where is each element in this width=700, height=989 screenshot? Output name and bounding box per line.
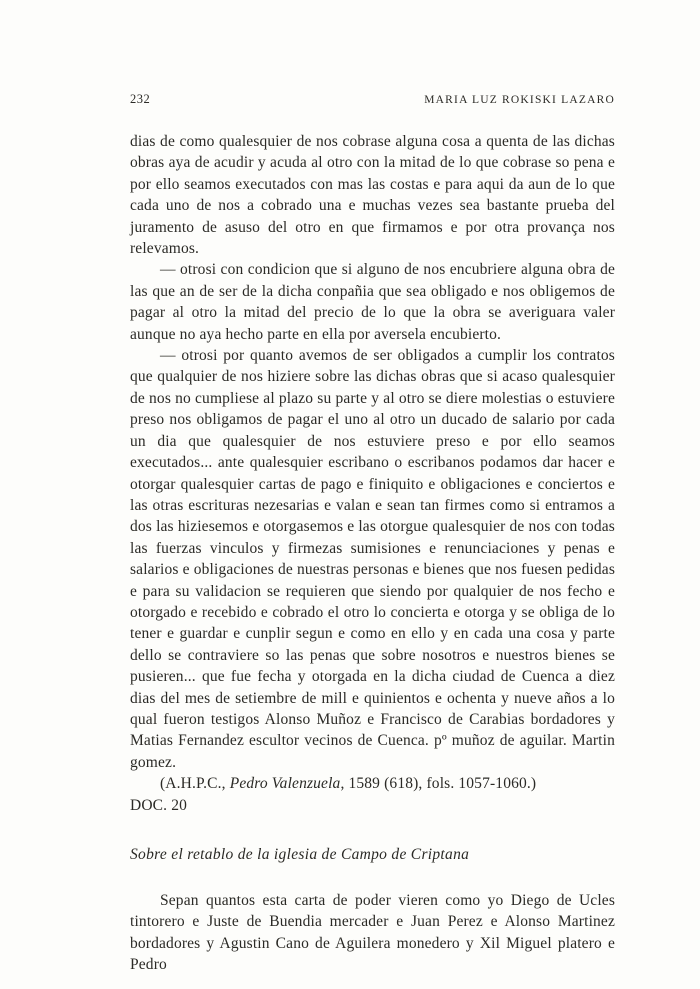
paragraph-otrosi-2: — otrosi por quanto avemos de ser obligados a cumplir los contratos que qualquier de nos hiziere sobre las dichas obras que si acaso qualesquier de nos no cumpliese al plazo su parte y al otro se diere molestias o estuviere preso nos obligamos de pagar el uno al otro un ducado de salario por cada un dia que qualesquier de nos estuviere preso e por ello seamos executados... ante qualesquier escribano o escribanos podamos dar hacer e otorgar qualesquier cartas de pago e finiquito e obligaciones e conciertos e las otras escrituras nezesarias e valan e sean tan firmes como si entramos a dos las hiziesemos e otorgasemos e las otorgue qualesquier de nos con todas las fuerzas vinculos y firmezas sumisiones e renunciaciones y penas e salarios e obligaciones de nuestras personas e bienes que nos fuesen pedidas e para su validacion se requieren que siendo por qualquier de nos fecho e otorgado e recebido e cobrado el otro lo concierta e otorga y se obliga de lo tener e guardar e cunplir segun e como en ello y en cada una cosa y parte dello se contraviere so las penas que sobre nosotros e nuestros bienes se pusieren... que fue fecha y otorgada en la dicha ciudad de Cuenca a diez dias del mes de setiembre de mill e quinientos e ochenta y nueve años a lo qual fueron testigos Alonso Muñoz e Francisco de Carabias bordadores y Matias Fernandez escultor vecinos de Cuenca. pº muñoz de aguilar. Martin gomez. xyxy=(130,347,615,771)
paragraph-doc20-opening: Sepan quantos esta carta de poder vieren como yo Diego de Ucles tintorero e Juste de Buendia mercader e Juan Perez e Alonso Martinez bordadores y Agustin Cano de Aguilera monedero y Xil Miguel platero e Pedro xyxy=(130,892,615,974)
page-number: 232 xyxy=(130,92,151,106)
doc-number-label: DOC. 20 xyxy=(130,796,188,814)
running-title: MARIA LUZ ROKISKI LAZARO xyxy=(424,94,615,106)
document-body xyxy=(130,131,615,976)
citation-suffix: , 1589 (618), fols. 1057-1060.) xyxy=(340,775,537,793)
running-header xyxy=(130,92,615,107)
doc-title-heading: Sobre el retablo de la iglesia de Campo de Criptana xyxy=(130,846,470,863)
paragraph-otrosi-1: — otrosi con condicion que si alguno de nos encubriere alguna obra de las que an de ser de la dicha conpañia que sea obligado e nos obligemos de pagar al otro la mitad del precio de lo que la obra se averiguara valer aunque no aya hecho parte en ella por aversela encubierto. xyxy=(130,261,615,343)
citation-notary-name: Pedro Valenzuela xyxy=(229,775,341,793)
archival-citation xyxy=(130,773,615,794)
paragraph-continuation: dias de como qualesquier de nos cobrase alguna cosa a quenta de las dichas obras aya de acudir y acuda al otro con la mitad de lo que cobrase so pena e por ello seamos executados con mas las costas e para aqui da aun de lo que cada uno de nos a cobrado una e muchas vezes sea bastante prueba del juramento de asuso del otro en que firmamos e por otra provança nos relevamos. xyxy=(130,133,615,258)
citation-prefix: (A.H.P.C., xyxy=(160,775,230,793)
